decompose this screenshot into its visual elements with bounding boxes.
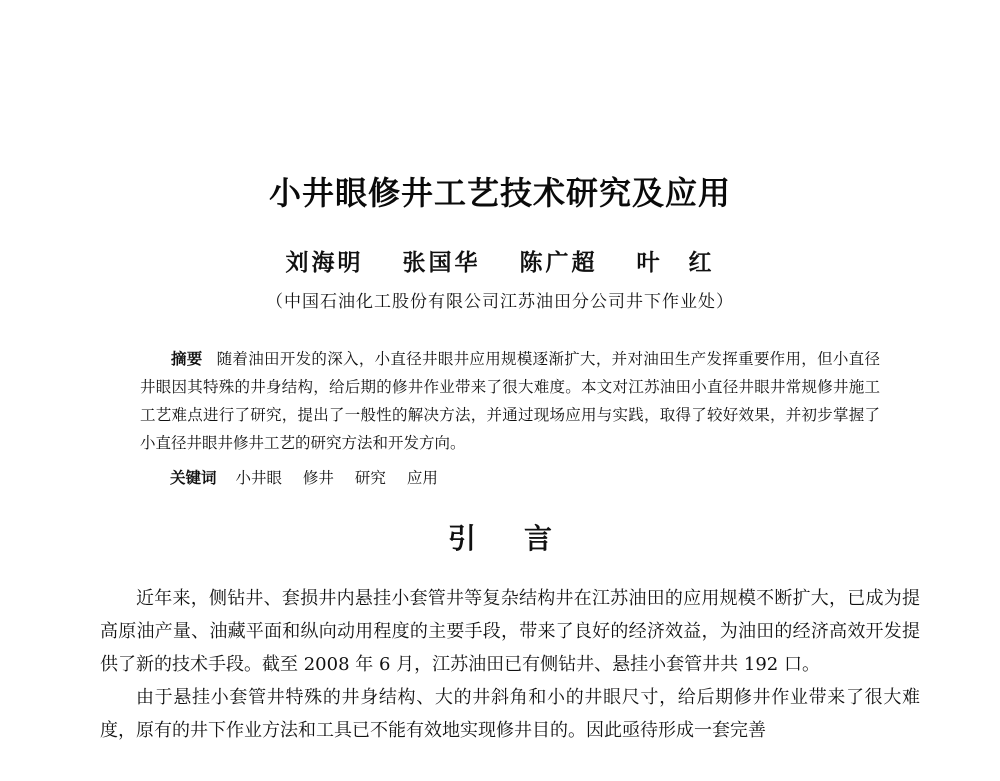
keyword: 小井眼 — [235, 469, 282, 487]
author-name: 陈广超 — [519, 249, 598, 276]
paper-title: 小井眼修井工艺技术研究及应用 — [268, 174, 731, 212]
abstract — [140, 345, 880, 457]
body-paragraph: 近年来，侧钻井、套损井内悬挂小套管井等复杂结构井在江苏油田的应用规模不断扩大，已成为提高原油产量、油藏平面和纵向动用程度的主要手段，带来了良好的经济效益，为油田的经济高效开发提供了新的技术手段。截至 2008 年 6 月，江苏油田已有侧钻井、悬挂小套管井共 192 口。 — [100, 588, 920, 675]
abstract-text: 随着油田开发的深入，小直径井眼井应用规模逐渐扩大，并对油田生产发挥重要作用，但小直径井眼因其特殊的井身结构，给后期的修井作业带来了很大难度。本文对江苏油田小直径井眼井常规修井施工工艺难点进行了研究，提出了一般性的解决方法，并通过现场应用与实践，取得了较好效果，并初步掌握了小直径井眼井修井工艺的研究方法和开发方向。 — [140, 350, 880, 452]
author-list — [0, 244, 1000, 277]
keywords — [170, 464, 454, 492]
keyword: 研究 — [354, 469, 386, 487]
keyword: 应用 — [406, 469, 438, 487]
body-paragraph: 由于悬挂小套管井特殊的井身结构、大的井斜角和小的井眼尺寸，给后期修井作业带来了很大难度，原有的井下作业方法和工具已不能有效地实现修井目的。因此亟待形成一套完善 — [100, 687, 920, 741]
author-name: 刘海明 — [285, 249, 364, 276]
keywords-label: 关键词 — [170, 469, 217, 487]
section-heading: 引言 — [447, 522, 600, 555]
author-name: 张国华 — [402, 249, 481, 276]
body-text — [100, 582, 920, 747]
affiliation: （中国石油化工股份有限公司江苏油田分公司井下作业处） — [266, 292, 734, 312]
keyword: 修井 — [302, 469, 334, 487]
author-name: 叶 红 — [636, 249, 715, 276]
abstract-label: 摘要 — [171, 350, 203, 368]
